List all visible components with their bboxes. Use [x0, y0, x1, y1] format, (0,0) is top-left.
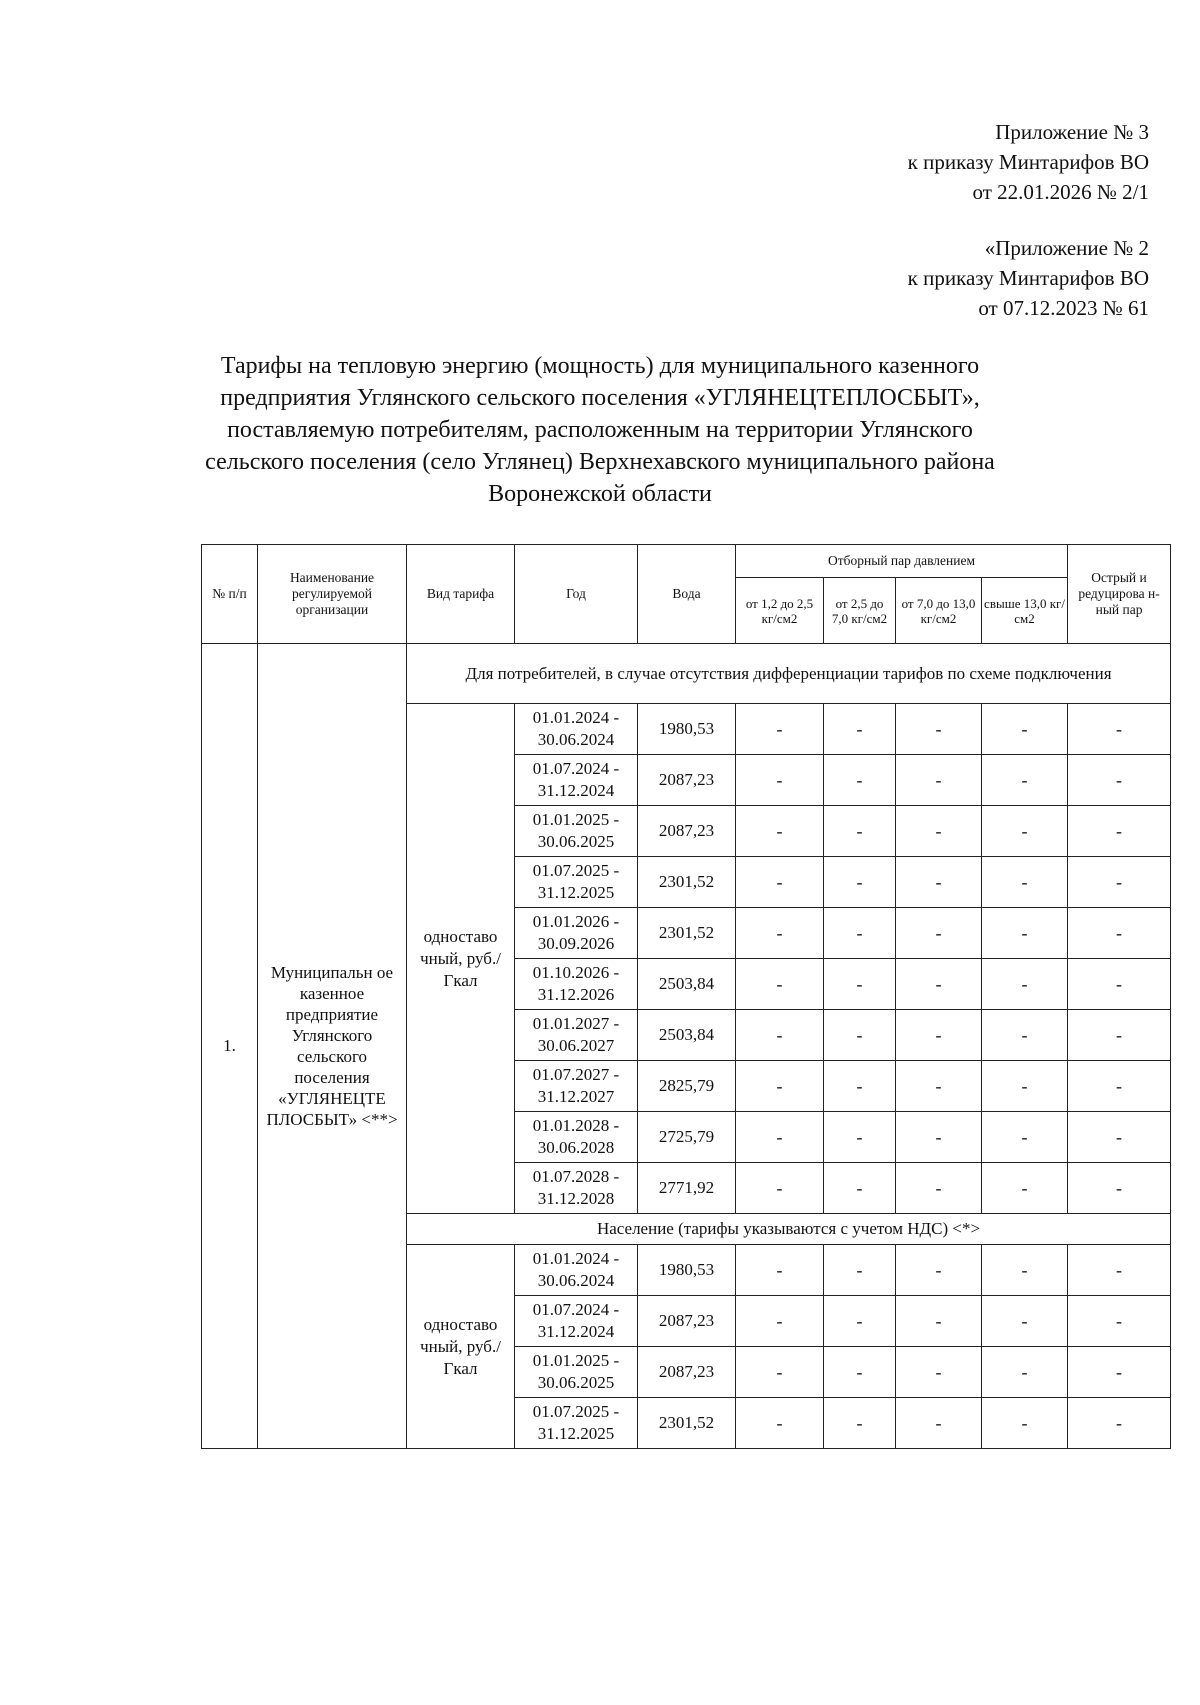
period-cell: 01.01.2028 - 30.06.2028	[515, 1112, 638, 1163]
section-title: Население (тарифы указываются с учетом НДС) <*>	[407, 1214, 1171, 1245]
value-cell: -	[982, 1112, 1068, 1163]
water-cell: 2771,92	[638, 1163, 736, 1214]
period-cell: 01.01.2024 - 30.06.2024	[515, 1245, 638, 1296]
header-org: Наименование регулируемой организации	[258, 545, 407, 644]
header-water: Вода	[638, 545, 736, 644]
water-cell: 2301,52	[638, 1398, 736, 1449]
period-cell: 01.10.2026 - 31.12.2026	[515, 959, 638, 1010]
value-cell: -	[824, 857, 896, 908]
title-line-4: сельского поселения (село Углянец) Верхнехавского муниципального района	[205, 449, 995, 475]
value-cell: -	[736, 1398, 824, 1449]
value-cell: -	[896, 755, 982, 806]
value-cell: -	[1068, 1112, 1171, 1163]
value-cell: -	[982, 1163, 1068, 1214]
value-cell: -	[982, 806, 1068, 857]
tariff-table	[201, 544, 1171, 1449]
title-line-1: Тарифы на тепловую энергию (мощность) для муниципального казенного	[220, 353, 980, 379]
organization-name: Муниципальн ое казенное предприятие Углянского сельского поселения «УГЛЯНЕЦТЕ ПЛОСБЫТ» <**>	[258, 644, 407, 1449]
period-cell: 01.01.2027 - 30.06.2027	[515, 1010, 638, 1061]
value-cell: -	[982, 908, 1068, 959]
value-cell: -	[824, 1245, 896, 1296]
value-cell: -	[736, 1061, 824, 1112]
value-cell: -	[1068, 1398, 1171, 1449]
value-cell: -	[1068, 857, 1171, 908]
water-cell: 2503,84	[638, 1010, 736, 1061]
value-cell: -	[896, 1245, 982, 1296]
value-cell: -	[1068, 959, 1171, 1010]
header-steam-4: свыше 13,0 кг/см2	[982, 578, 1068, 644]
value-cell: -	[982, 755, 1068, 806]
period-cell: 01.07.2025 - 31.12.2025	[515, 1398, 638, 1449]
water-cell: 1980,53	[638, 1245, 736, 1296]
value-cell: -	[824, 1296, 896, 1347]
water-cell: 2503,84	[638, 959, 736, 1010]
appendix-line-3: от 22.01.2026 № 2/1	[972, 180, 1149, 204]
value-cell: -	[736, 1112, 824, 1163]
water-cell: 2087,23	[638, 1296, 736, 1347]
value-cell: -	[736, 908, 824, 959]
value-cell: -	[736, 1347, 824, 1398]
value-cell: -	[982, 1245, 1068, 1296]
value-cell: -	[896, 1398, 982, 1449]
previous-appendix-line-3: от 07.12.2023 № 61	[978, 296, 1149, 320]
value-cell: -	[982, 857, 1068, 908]
header-steam-2: от 2,5 до 7,0 кг/см2	[824, 578, 896, 644]
value-cell: -	[1068, 704, 1171, 755]
period-cell: 01.01.2026 - 30.09.2026	[515, 908, 638, 959]
header-steam-1: от 1,2 до 2,5 кг/см2	[736, 578, 824, 644]
value-cell: -	[736, 755, 824, 806]
value-cell: -	[896, 1347, 982, 1398]
document-title	[150, 350, 1050, 510]
value-cell: -	[736, 806, 824, 857]
value-cell: -	[1068, 1061, 1171, 1112]
value-cell: -	[1068, 908, 1171, 959]
value-cell: -	[1068, 1163, 1171, 1214]
value-cell: -	[1068, 1245, 1171, 1296]
water-cell: 2087,23	[638, 806, 736, 857]
value-cell: -	[824, 1347, 896, 1398]
value-cell: -	[896, 704, 982, 755]
period-cell: 01.01.2024 - 30.06.2024	[515, 704, 638, 755]
row-number: 1.	[202, 644, 258, 1449]
value-cell: -	[896, 806, 982, 857]
value-cell: -	[982, 959, 1068, 1010]
value-cell: -	[824, 704, 896, 755]
value-cell: -	[824, 806, 896, 857]
value-cell: -	[982, 1296, 1068, 1347]
period-cell: 01.07.2027 - 31.12.2027	[515, 1061, 638, 1112]
previous-appendix-header	[908, 233, 1149, 323]
value-cell: -	[1068, 1010, 1171, 1061]
period-cell: 01.07.2024 - 31.12.2024	[515, 755, 638, 806]
value-cell: -	[896, 1112, 982, 1163]
header-sharp-steam: Острый и редуцирова н- ный пар	[1068, 545, 1171, 644]
previous-appendix-line-1: «Приложение № 2	[984, 236, 1149, 260]
value-cell: -	[824, 1112, 896, 1163]
previous-appendix-line-2: к приказу Минтарифов ВО	[907, 266, 1149, 290]
value-cell: -	[982, 1347, 1068, 1398]
value-cell: -	[824, 1010, 896, 1061]
header-year: Год	[515, 545, 638, 644]
value-cell: -	[896, 857, 982, 908]
tariff-type: одноставо чный, руб./Гкал	[407, 1245, 515, 1449]
value-cell: -	[736, 1245, 824, 1296]
value-cell: -	[824, 1398, 896, 1449]
value-cell: -	[736, 1010, 824, 1061]
water-cell: 2301,52	[638, 908, 736, 959]
value-cell: -	[824, 1163, 896, 1214]
value-cell: -	[824, 908, 896, 959]
value-cell: -	[982, 1398, 1068, 1449]
value-cell: -	[1068, 755, 1171, 806]
water-cell: 2087,23	[638, 755, 736, 806]
value-cell: -	[1068, 1347, 1171, 1398]
value-cell: -	[982, 1010, 1068, 1061]
title-line-3: поставляемую потребителям, расположенным на территории Углянского	[227, 417, 973, 443]
value-cell: -	[736, 1163, 824, 1214]
period-cell: 01.07.2024 - 31.12.2024	[515, 1296, 638, 1347]
water-cell: 2301,52	[638, 857, 736, 908]
header-tariff-type: Вид тарифа	[407, 545, 515, 644]
title-line-5: Воронежской области	[488, 481, 712, 507]
title-line-2: предприятия Углянского сельского поселения «УГЛЯНЕЦТЕПЛОСБЫТ»,	[220, 385, 980, 411]
value-cell: -	[1068, 1296, 1171, 1347]
period-cell: 01.07.2025 - 31.12.2025	[515, 857, 638, 908]
value-cell: -	[736, 704, 824, 755]
period-cell: 01.01.2025 - 30.06.2025	[515, 1347, 638, 1398]
value-cell: -	[982, 704, 1068, 755]
value-cell: -	[736, 1296, 824, 1347]
section-title: Для потребителей, в случае отсутствия дифференциации тарифов по схеме подключения	[407, 644, 1171, 704]
water-cell: 1980,53	[638, 704, 736, 755]
value-cell: -	[896, 959, 982, 1010]
value-cell: -	[896, 1296, 982, 1347]
value-cell: -	[896, 1061, 982, 1112]
value-cell: -	[824, 959, 896, 1010]
appendix-header	[908, 117, 1149, 207]
value-cell: -	[736, 857, 824, 908]
water-cell: 2725,79	[638, 1112, 736, 1163]
value-cell: -	[982, 1061, 1068, 1112]
header-num: № п/п	[202, 545, 258, 644]
period-cell: 01.07.2028 - 31.12.2028	[515, 1163, 638, 1214]
value-cell: -	[896, 1010, 982, 1061]
appendix-line-2: к приказу Минтарифов ВО	[907, 150, 1149, 174]
value-cell: -	[824, 1061, 896, 1112]
value-cell: -	[1068, 806, 1171, 857]
header-steam-3: от 7,0 до 13,0 кг/см2	[896, 578, 982, 644]
water-cell: 2825,79	[638, 1061, 736, 1112]
appendix-line-1: Приложение № 3	[995, 120, 1149, 144]
tariff-type: одноставо чный, руб./Гкал	[407, 704, 515, 1214]
value-cell: -	[896, 908, 982, 959]
header-steam-group: Отборный пар давлением	[736, 545, 1068, 578]
value-cell: -	[736, 959, 824, 1010]
value-cell: -	[824, 755, 896, 806]
period-cell: 01.01.2025 - 30.06.2025	[515, 806, 638, 857]
value-cell: -	[896, 1163, 982, 1214]
water-cell: 2087,23	[638, 1347, 736, 1398]
